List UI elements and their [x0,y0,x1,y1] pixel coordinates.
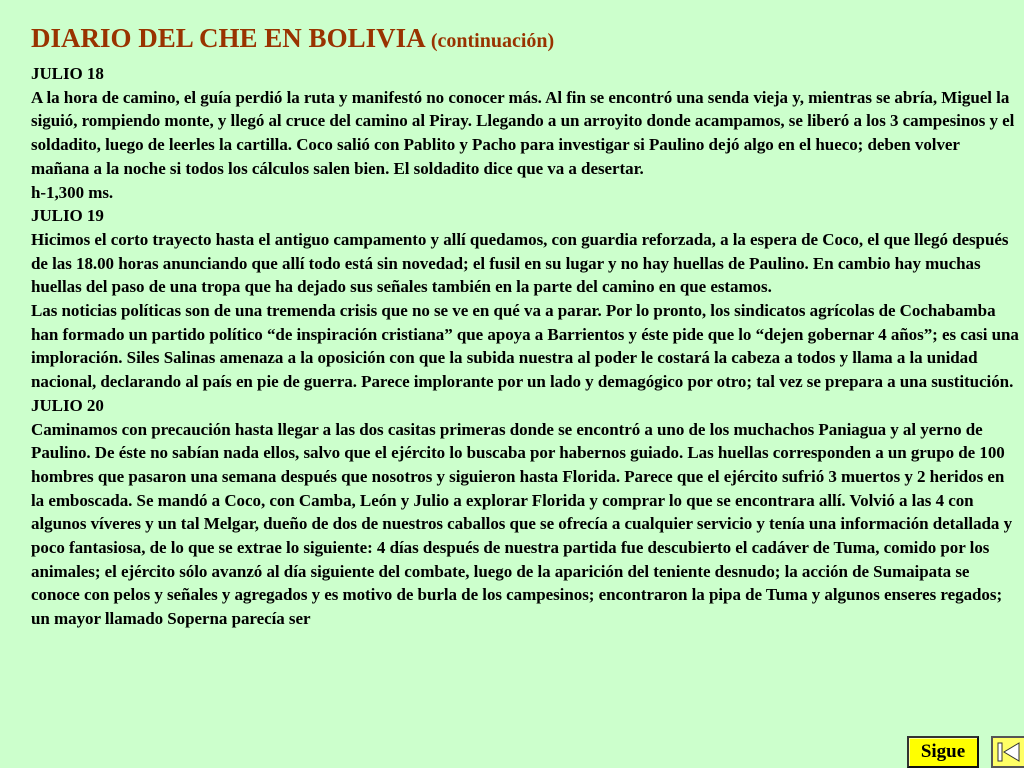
sigue-button[interactable]: Sigue [907,736,979,768]
altitude-note: h-1,300 ms. [31,182,114,202]
skip-to-start-glyph [995,740,1023,764]
entry-paragraph: A la hora de camino, el guía perdió la ruta y manifestó no conocer más. Al fin se encontró una senda vieja y, mientras se abría, Miguel la siguió, rompiendo monte, y llegó al cruce del camino al Piray. Llegando a un arroyito donde acampamos, se liberó a los 3 campesinos y el soldadito, luego de leerles la cartilla. Coco salió con Pablito y Pacho para investigar si Paulino dejó algo en el hueco; deben volver mañana a la noche si todos los cálculos salen bien. El soldadito dice que va a desertar. [31,87,1015,178]
title-subtitle: (continuación) [430,30,555,52]
entry-date-julio-18: JULIO 18 [31,64,104,83]
navigation-bar [907,736,1024,768]
title-main: DIARIO DEL CHE EN BOLIVIA [31,23,425,53]
entry-paragraph: Las noticias políticas son de una tremenda crisis que no se ve en qué va a parar. Por lo pronto, los sindicatos agrícolas de Cochabamba han formado un partido político “de inspiración cristiana” que apoya a Barrientos y éste pide que lo “dejen gobernar 4 años”; es casi una imploración. Siles Salinas amenaza a la oposición con que la subida nuestra al poder le costará la cabeza a todos y llama a la unidad nacional, declarando al país en pie de guerra. Parece implorante por un lado y demagógico por otro; tal vez se prepara a una sustitución. [31,301,1019,392]
entry-date-julio-20: JULIO 20 [31,395,104,415]
entry-paragraph: Hicimos el corto trayecto hasta el antiguo campamento y allí quedamos, con guardia reforzada, a la espera de Coco, el que llegó después de las 18.00 horas anunciando que allí todo está sin novedad; el fusil en su lugar y no hay huellas de Paulino. En cambio hay muchas huellas del paso de una tropa que ha dejado sus señales también en la parte del camino en que estamos. [31,229,1009,297]
diary-text [31,62,1021,631]
entry-date-julio-19: JULIO 19 [31,206,104,226]
skip-to-start-icon[interactable] [991,736,1024,768]
page-title [31,22,554,57]
entry-paragraph: Caminamos con precaución hasta llegar a las dos casitas primeras donde se encontró a uno de los muchachos Paniagua y al yerno de Paulino. De éste no sabían nada ellos, salvo que el ejército lo buscaba por habernos guiado. Las huellas corresponden a un grupo de 100 hombres que pasaron una semana después que nosotros y siguieron hasta Florida. Parece que el ejército sufrió 3 muertos y 2 heridos en la emboscada. Se mandó a Coco, con Camba, León y Julio a explorar Florida y comprar lo que se encontrara allí. Volvió a las 4 con algunos víveres y un tal Melgar, dueño de dos de nuestros caballos que se ofrecía a cualquier servicio y tenía una información detallada y poco fantasiosa, de lo que se extrae lo siguiente: 4 días después de nuestra partida fue descubierto el cadáver de Tuma, comido por los animales; el ejército sólo avanzó al día siguiente del combate, luego de la aparición del teniente desnudo; la acción de Sumaipata se conoce con pelos y señales y agregados y es motivo de burla de los campesinos; encontraron la pipa de Tuma y algunos enseres regados; un mayor llamado Soperna parecía ser [31,419,1013,629]
